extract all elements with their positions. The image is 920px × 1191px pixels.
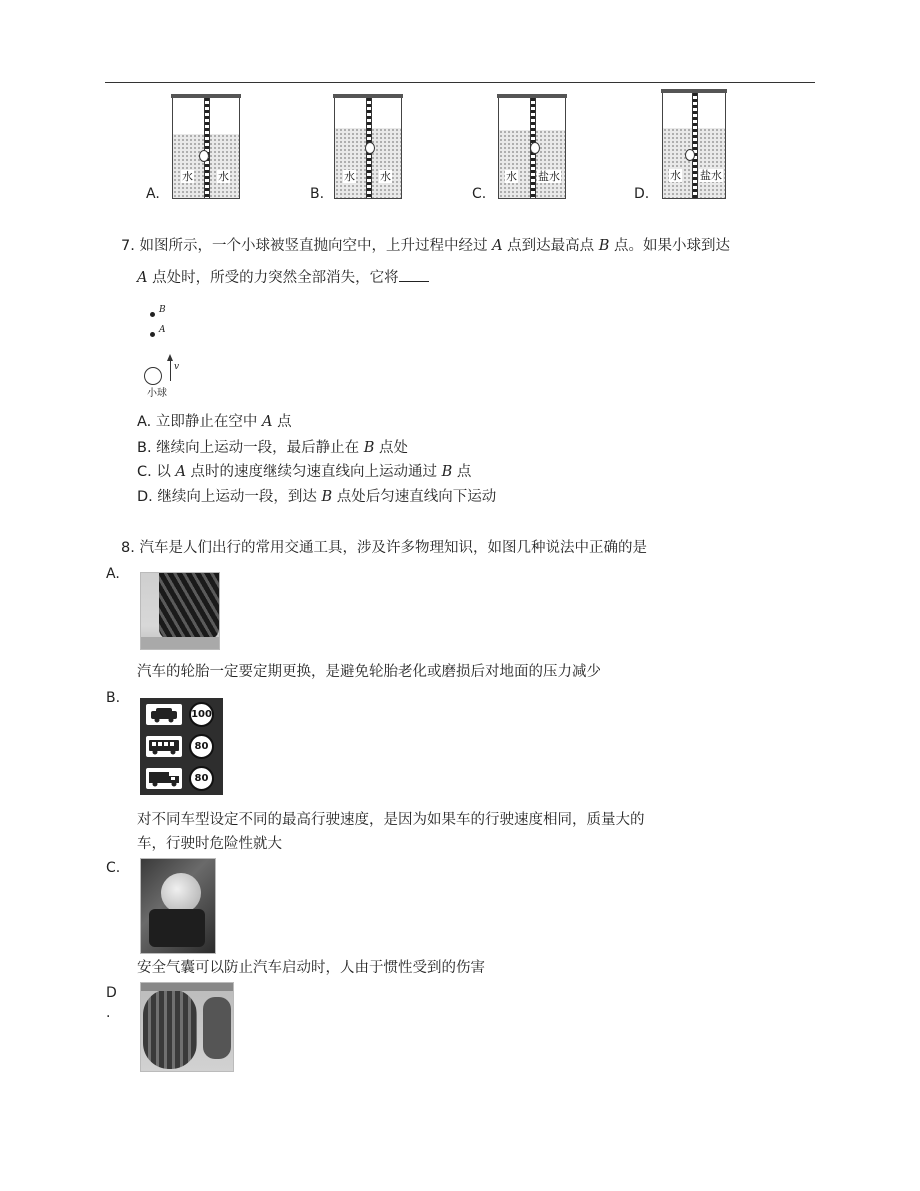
question-number: 7. [121,238,135,254]
left-liquid-label: 水 [506,170,517,183]
sign-row-car [144,701,219,728]
right-liquid-label: 盐水 [538,170,560,183]
ball-icon [144,367,162,385]
q6-beaker-a [172,98,240,199]
rubber-film [204,98,210,198]
q7-option-c[interactable]: C. 以 A 点时的速度继续匀速直线向上运动通过 B 点 [137,464,472,480]
speed-limit-100: 100 [189,702,214,727]
q7-stem-line1: 7. 如图所示，一个小球被竖直抛向空中，上升过程中经过 A 点到达最高点 B 点。如果小球到达 [121,238,731,254]
speed-limit-80: 80 [189,734,214,759]
point-a-dot [150,332,155,337]
point-b-dot [150,312,155,317]
q6-option-d-label: D. [634,186,650,202]
q8-option-d-dot: . [106,1005,111,1021]
velocity-arrow-shaft [170,359,171,381]
q8-option-b-text-line1: 对不同车型设定不同的最高行驶速度，是因为如果车的行驶速度相同，质量大的 [137,812,645,828]
film-bulge [530,142,540,154]
q6-beaker-d [662,93,726,199]
right-liquid-label: 水 [380,170,391,183]
airbag-icon [161,873,201,913]
sign-row-truck [144,765,219,792]
q7-option-d[interactable]: D. 继续向上运动一段，到达 B 点处后匀速直线向下运动 [137,489,497,505]
q8-option-a-text: 汽车的轮胎一定要定期更换，是避免轮胎老化或磨损后对地面的压力减少 [137,664,601,680]
film-bulge [199,150,209,162]
point-a-label: A [159,325,166,335]
ball-label: 小球 [147,388,167,399]
point-b-label: B [159,305,166,315]
car-icon [146,704,182,725]
left-liquid-label: 水 [182,170,193,183]
arrow-up-icon [167,354,173,361]
question-number: 8. [121,540,135,556]
q6-option-a-label: A. [146,186,160,202]
q6-option-b-label: B. [310,186,325,202]
q8-option-b-text-line2: 车，行驶时危险性就大 [137,836,282,852]
answer-blank[interactable] [399,267,429,282]
speed-limit-sign [140,698,223,795]
q8-option-a-label[interactable]: A. [106,566,120,582]
q7-option-a[interactable]: A. 立即静止在空中 A 点 [137,414,292,430]
q8-stem: 8. 汽车是人们出行的常用交通工具，涉及许多物理知识，如图几种说法中正确的是 [121,540,647,556]
tire-tread-photo [140,572,220,650]
q8-option-d-label[interactable]: D [106,985,117,1001]
film-bulge [685,149,695,161]
q8-option-c-label[interactable]: C. [106,860,121,876]
sign-row-bus [144,733,219,760]
left-liquid-label: 水 [344,170,355,183]
velocity-label: v [174,362,180,372]
q6-option-c-label: C. [472,186,487,202]
q6-beaker-b [334,98,402,199]
truck-icon [146,768,182,789]
film-bulge [365,142,375,154]
airbag-photo [140,858,216,954]
speed-limit-80: 80 [189,766,214,791]
right-liquid-label: 盐水 [700,169,722,182]
truck-tires-photo [140,982,234,1072]
right-liquid-label: 水 [218,170,229,183]
q7-stem-line2: A 点处时，所受的力突然全部消失，它将 [137,266,429,290]
q7-option-b[interactable]: B. 继续向上运动一段，最后静止在 B 点处 [137,440,409,456]
q8-option-c-text: 安全气囊可以防止汽车启动时，人由于惯性受到的伤害 [137,960,485,976]
tire-icon [143,989,197,1069]
q6-beaker-c [498,98,566,199]
header-rule [105,82,815,83]
bus-icon [146,736,182,757]
tire-icon [159,573,219,639]
rubber-film [692,93,698,198]
left-liquid-label: 水 [670,169,681,182]
q8-option-b-label[interactable]: B. [106,690,121,706]
